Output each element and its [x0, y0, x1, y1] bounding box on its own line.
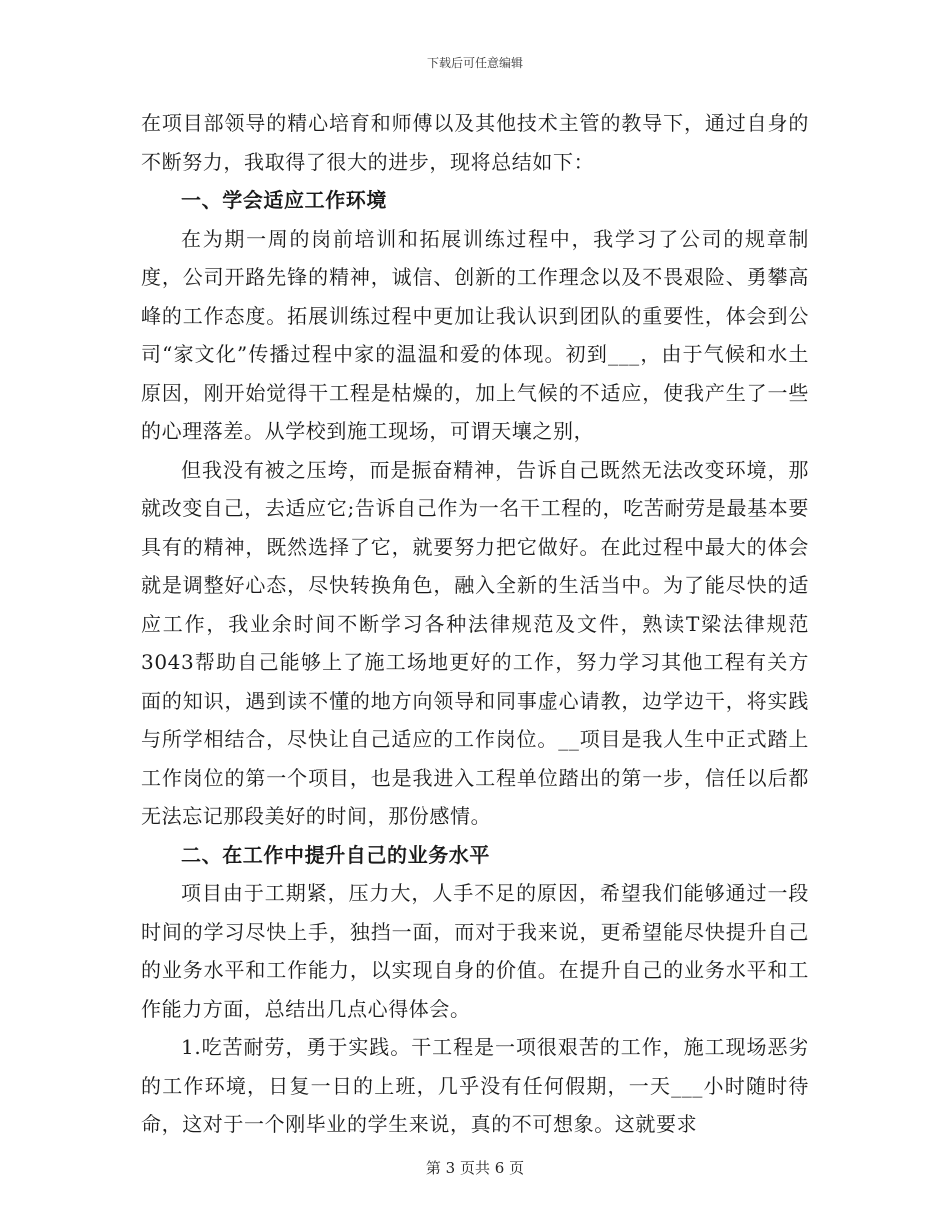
paragraph-adaptation: 但我没有被之压垮，而是振奋精神，告诉自己既然无法改变环境，那就改变自己，去适应它;告诉自己作为一名干工程的，吃苦耐劳是最基本要具有的精神，既然选择了它，就要努力把它做好。在此过程中最大的体会就是调整好心态，尽快转换角色，融入全新的生活当中。为了能尽快的适应工作，我业余时间不断学习各种法律规范及文件，熟读T梁法律规范3043帮助自己能够上了施工场地更好的工作，努力学习其他工程有关方面的知识，遇到读不懂的地方向领导和同事虚心请教，边学边干，将实践与所学相结合，尽快让自己适应的工作岗位。__项目是我人生中正式踏上工作岗位的第一个项目，也是我进入工程单位踏出的第一步，信任以后都无法忘记那段美好的时间，那份感情。 — [141, 457, 809, 828]
section-heading-2: 二、在工作中提升自己的业务水平 — [181, 842, 490, 867]
paragraph-intro: 在项目部领导的精心培育和师傅以及其他技术主管的教导下，通过自身的不断努力，我取得了很大的进步，现将总结如下： — [141, 111, 809, 174]
page-footer-number: 第 3 页共 6 页 — [425, 1159, 525, 1177]
paragraph-training: 在为期一周的岗前培训和拓展训练过程中，我学习了公司的规章制度，公司开路先锋的精神，诚信、创新的工作理念以及不畏艰险、勇攀高峰的工作态度。拓展训练过程中更加让我认识到团队的重要性，体会到公司“家文化”传播过程中家的温温和爱的体现。初到___，由于气候和水土原因，刚开始觉得干工程是枯燥的，加上气候的不适应，使我产生了一些的心理落差。从学校到施工现场，可谓天壤之别， — [141, 226, 809, 443]
section-heading-1: 一、学会适应工作环境 — [181, 188, 387, 212]
page-header-note: 下载后可任意编辑 — [426, 56, 523, 70]
paragraph-improvement: 项目由于工期紧，压力大，人手不足的原因，希望我们能够通过一段时间的学习尽快上手，独挡一面，而对于我来说，更希望能尽快提升自己的业务水平和工作能力，以实现自身的价值。在提升自己的业务水平和工作能力方面，总结出几点心得体会。 — [141, 881, 809, 1021]
document-body — [141, 104, 809, 1144]
paragraph-point-1: 1.吃苦耐劳，勇于实践。干工程是一项很艰苦的工作，施工现场恶劣的工作环境，日复一日的上班，几乎没有任何假期，一天___小时随时待命，这对于一个刚毕业的学生来说，真的不可想象。这就要求 — [141, 1035, 809, 1136]
